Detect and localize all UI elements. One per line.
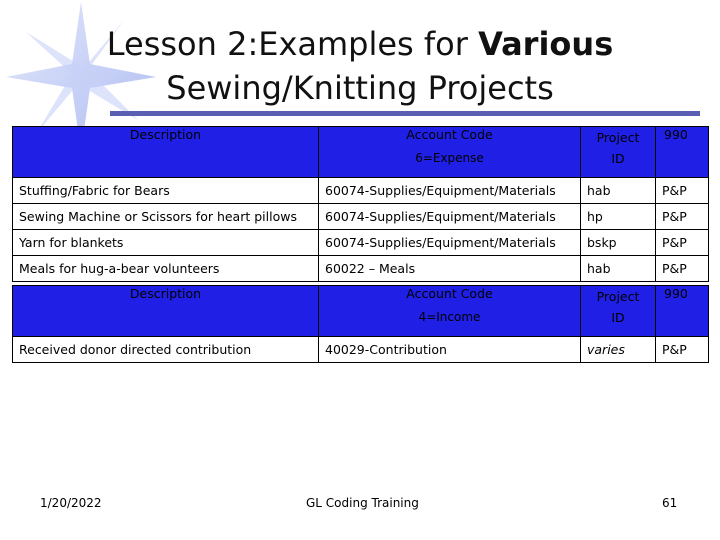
header-990: 990 [656,127,709,178]
header-project-id [581,286,656,337]
cell-account: 40029-Contribution [319,337,581,363]
cell-990: P&P [656,256,709,282]
header-account-code-label: Account Code [406,127,493,142]
expense-header-row [13,127,709,178]
header-990: 990 [656,286,709,337]
title-line2: Sewing/Knitting Projects [166,69,554,107]
header-project-label: Project [596,130,640,145]
cell-990: P&P [656,337,709,363]
income-table [12,285,709,363]
title-line1-bold: Various [478,25,614,63]
cell-project: hp [581,204,656,230]
header-project-sub: ID [611,151,625,166]
table-row [13,230,709,256]
cell-account: 60074-Supplies/Equipment/Materials [319,178,581,204]
cell-project: hab [581,178,656,204]
header-project-sub: ID [611,310,625,325]
header-account-sub: 6=Expense [415,151,484,165]
header-project-label: Project [596,289,640,304]
table-row [13,337,709,363]
cell-project: varies [581,337,656,363]
cell-990: P&P [656,230,709,256]
title-underline-rule [110,111,700,116]
cell-description: Meals for hug-a-bear volunteers [13,256,319,282]
header-project-id [581,127,656,178]
footer-page-number: 61 [662,496,678,510]
expense-table [12,126,709,282]
header-description: Description [13,127,319,178]
income-header-row [13,286,709,337]
footer-title: GL Coding Training [306,496,419,510]
table-row [13,256,709,282]
header-description: Description [13,286,319,337]
cell-990: P&P [656,178,709,204]
cell-description: Received donor directed contribution [13,337,319,363]
slide-title [60,22,660,110]
header-account-code [319,286,581,337]
cell-account: 60022 – Meals [319,256,581,282]
table-row [13,178,709,204]
cell-project: bskp [581,230,656,256]
header-account-code [319,127,581,178]
title-line1-prefix: Lesson 2:Examples for [106,25,479,63]
cell-description: Stuffing/Fabric for Bears [13,178,319,204]
header-account-code-label: Account Code [406,286,493,301]
cell-account: 60074-Supplies/Equipment/Materials [319,230,581,256]
cell-description: Sewing Machine or Scissors for heart pillows [13,204,319,230]
header-account-sub: 4=Income [418,310,481,324]
cell-account: 60074-Supplies/Equipment/Materials [319,204,581,230]
footer-date: 1/20/2022 [40,496,102,510]
cell-description: Yarn for blankets [13,230,319,256]
table-row [13,204,709,230]
cell-project: hab [581,256,656,282]
cell-990: P&P [656,204,709,230]
